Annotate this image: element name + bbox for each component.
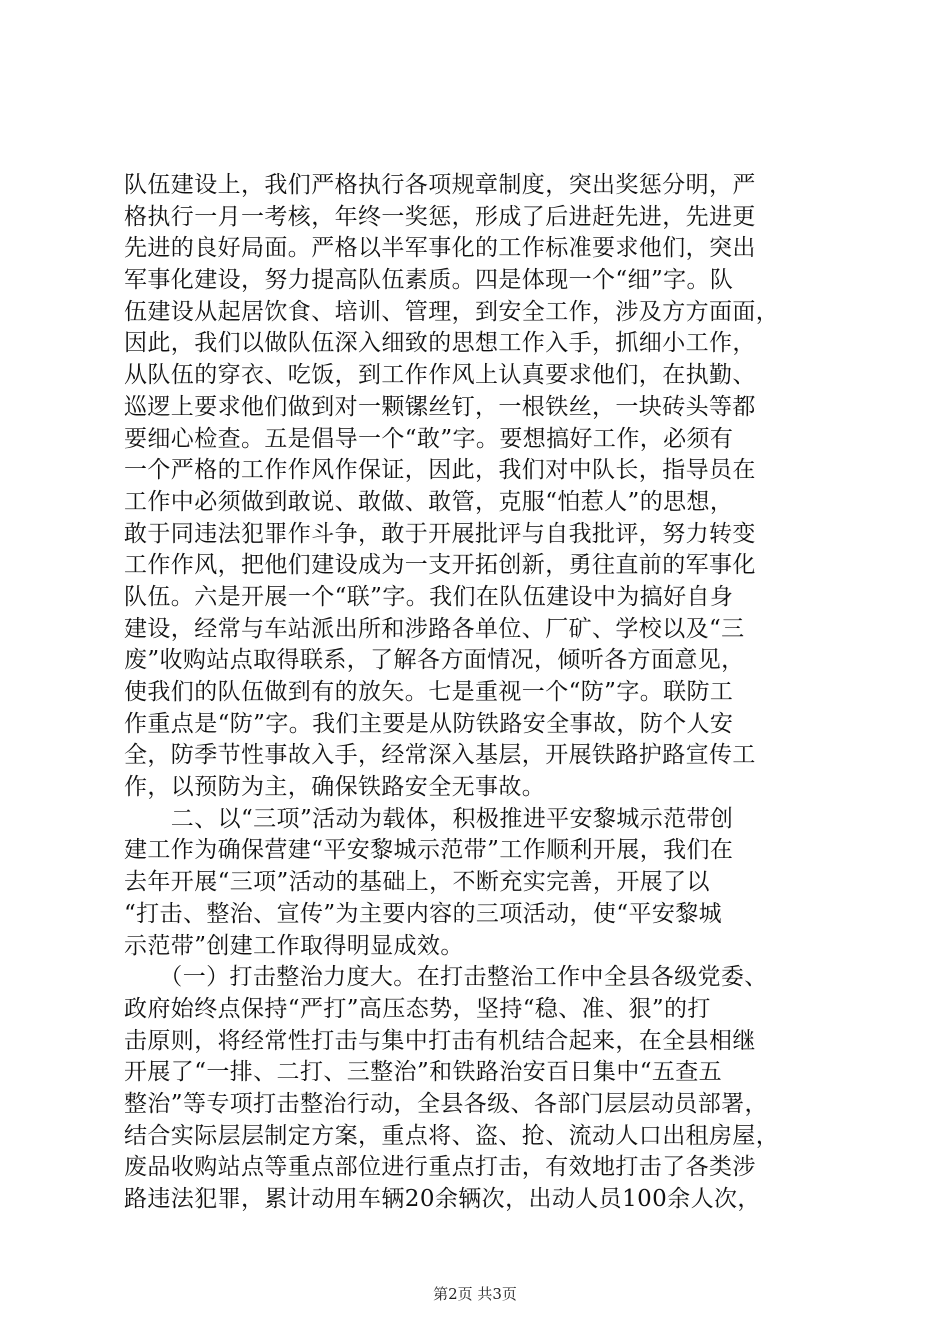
document-body [124,170,828,1216]
text-line: 敢于同违法犯罪作斗争，敢于开展批评与自我批评，努力转变 [124,520,756,547]
text-line: 建工作为确保营建“平安黎城示范带”工作顺利开展，我们在 [124,837,734,864]
text-line: 队伍建设上，我们严格执行各项规章制度，突出奖惩分明，严 [124,172,756,198]
text-line: 队伍。六是开展一个“联”字。我们在队伍建设中为搞好自身 [124,583,734,610]
text-line: 结合实际层层制定方案，重点将、盗、抢、流动人口出租房屋， [124,1122,780,1149]
text-line: 因此，我们以做队伍深入细致的思想工作入手，抓细小工作， [124,330,756,357]
text-line: 伍建设从起居饮食、培训、管理，到安全工作，涉及方方面面， [124,298,780,325]
text-line: “打击、整治、宣传”为主要内容的三项活动，使“平安黎城 [124,900,723,927]
text-line: 开展了“一排、二打、三整治”和铁路治安百日集中“五查五 [124,1059,723,1086]
text-line: 废品收购站点等重点部位进行重点打击，有效地打击了各类涉 [124,1154,756,1181]
text-line: 工作作风，把他们建设成为一支开拓创新，勇往直前的军事化 [124,552,756,579]
text-line: 废”收购站点取得联系，了解各方面情况，倾听各方面意见， [124,647,745,674]
text-line: 击原则，将经常性打击与集中打击有机结合起来，在全县相继 [124,1027,756,1054]
page-footer: 第2页 共3页 [433,1285,517,1303]
text-line: 全，防季节性事故入手，经常深入基层，开展铁路护路宣传工 [124,742,756,769]
text-line: 要细心检查。五是倡导一个“敢”字。要想搞好工作，必须有 [124,425,734,452]
text-line: 使我们的队伍做到有的放矢。七是重视一个“防”字。联防工 [124,679,734,705]
text-line: 政府始终点保持“严打”高压态势，坚持“稳、准、狠”的打 [124,995,711,1022]
text-line: 格执行一月一考核，年终一奖惩，形成了后进赶先进，先进更 [124,203,756,230]
text-line: 一个严格的工作作风作保证，因此，我们对中队长，指导员在 [124,457,756,484]
text-line: 巡逻上要求他们做到对一颗镙丝钉，一根铁丝，一块砖头等都 [124,393,756,420]
text-line: 路违法犯罪，累计动用车辆20余辆次，出动人员100余人次， [124,1186,761,1212]
text-line: 二、以“三项”活动为载体，积极推进平安黎城示范带创 [124,805,734,832]
text-line: 军事化建设，努力提高队伍素质。四是体现一个“细”字。队 [124,267,734,294]
text-line: 示范带”创建工作取得明显成效。 [124,932,464,959]
text-line: 整治”等专项打击整治行动，全县各级、各部门层层动员部署， [124,1090,768,1117]
text-line: 先进的良好局面。严格以半军事化的工作标准要求他们，突出 [124,235,756,262]
text-line: 工作中必须做到敢说、敢做、敢管，克服“怕惹人”的思想， [124,488,734,515]
text-line: 作，以预防为主，确保铁路安全无事故。 [124,774,546,801]
text-line: （一）打击整治力度大。在打击整治工作中全县各级党委、 [124,964,768,991]
text-line: 从队伍的穿衣、吃饭，到工作作风上认真要求他们，在执勤、 [124,362,756,389]
text-line: 作重点是“防”字。我们主要是从防铁路安全事故，防个人安 [124,710,734,737]
text-line: 去年开展“三项”活动的基础上，不断充实完善，开展了以 [124,869,710,896]
text-line: 建设，经常与车站派出所和涉路各单位、厂矿、学校以及“三 [124,615,745,642]
